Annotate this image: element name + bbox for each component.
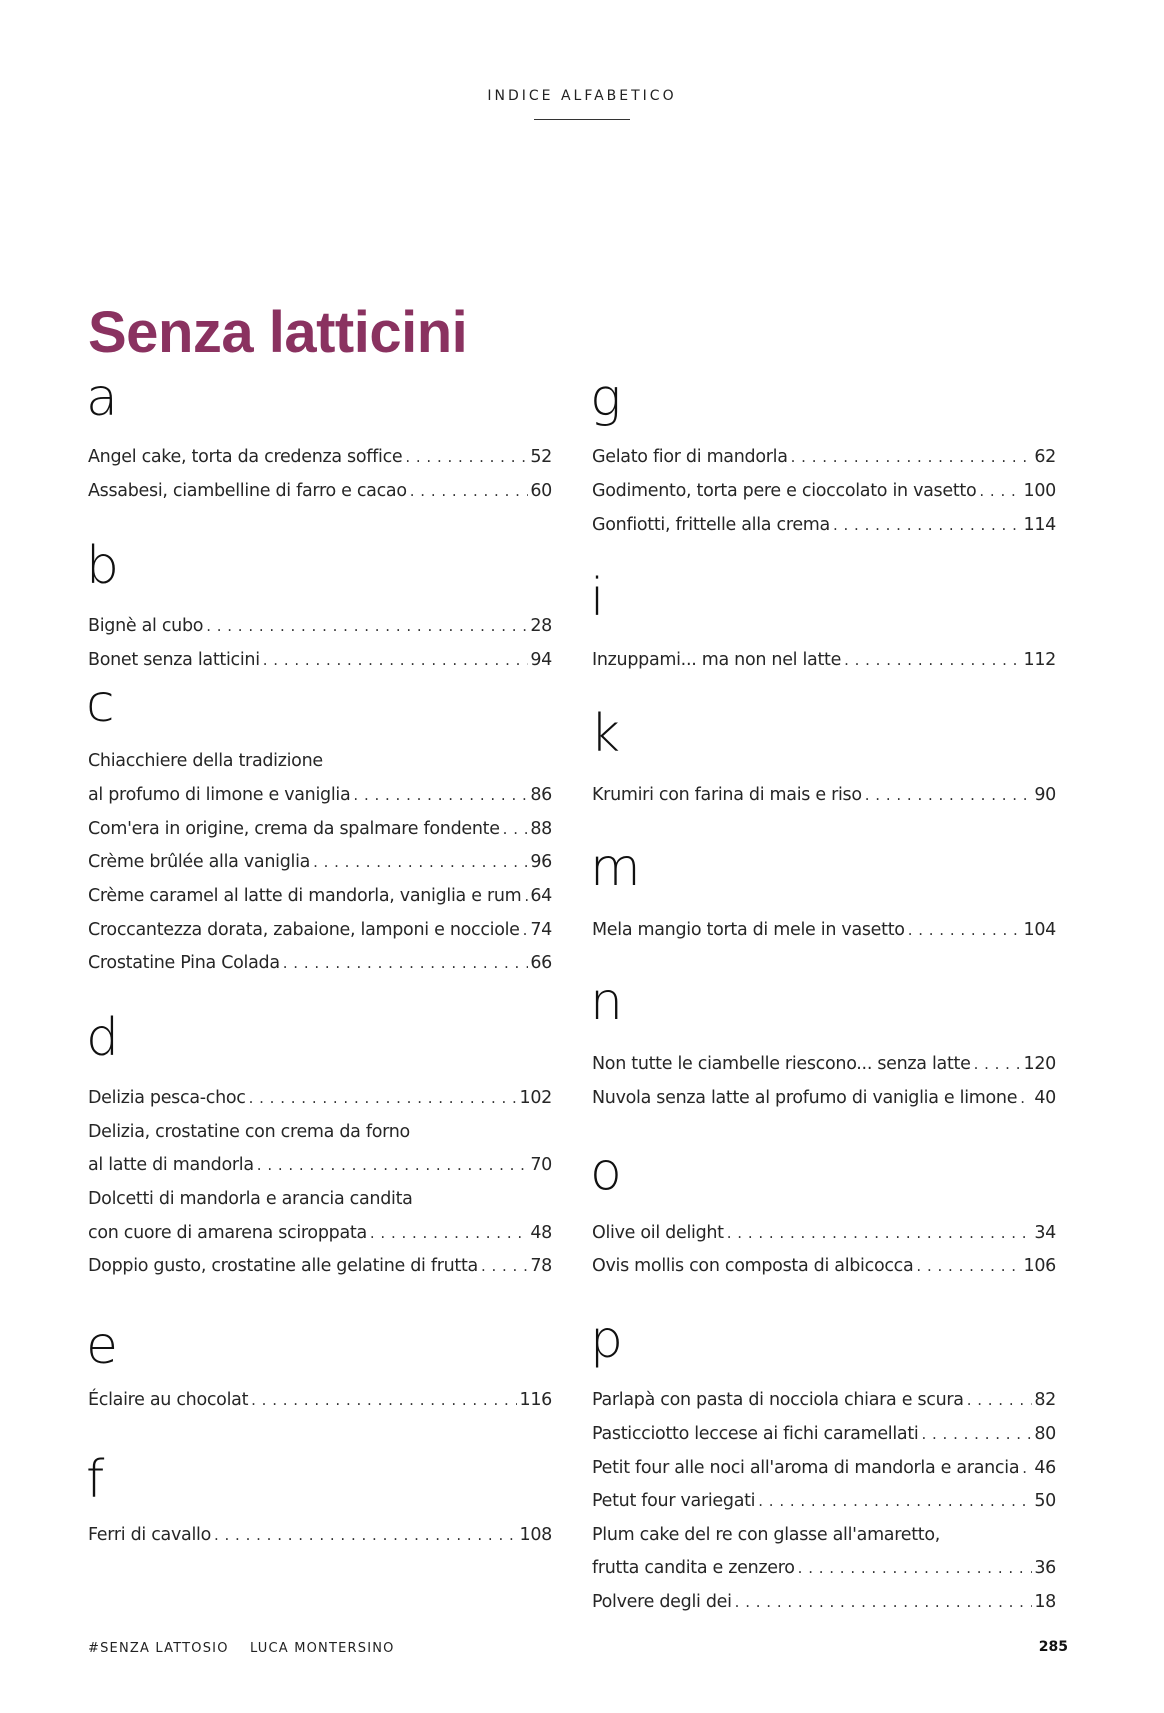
- index-entry: frutta candita e zenzero . . . 36: [592, 1556, 1056, 1580]
- index-entry: Crostatine Pina Colada . . . 66: [88, 951, 552, 975]
- index-entry: Nuvola senza latte al profumo di vaniglia e limone . . . 40: [592, 1086, 1056, 1110]
- index-entry: Gonfiotti, frittelle alla crema . . . 114: [592, 513, 1056, 537]
- index-entry: Bignè al cubo . . . 28: [88, 614, 552, 638]
- index-entry: Dolcetti di mandorla e arancia candita: [88, 1189, 413, 1209]
- index-entry: Doppio gusto, crostatine alle gelatine di frutta . . . 78: [88, 1254, 552, 1278]
- index-entry: Delizia pesca-choc . . . 102: [88, 1086, 552, 1110]
- index-entry: Polvere degli dei . . . 18: [592, 1590, 1056, 1614]
- footer-book-title: #SENZA LATTOSIO: [88, 1641, 229, 1656]
- index-entry: Éclaire au chocolat . . . 116: [88, 1388, 552, 1412]
- running-head: INDICE ALFABETICO: [487, 88, 677, 104]
- index-entry: Com'era in origine, crema da spalmare fondente . . . 88: [88, 817, 552, 841]
- index-entry: Gelato fior di mandorla . . . 62: [592, 445, 1056, 469]
- index-entry: Delizia, crostatine con crema da forno: [88, 1122, 410, 1142]
- letter-heading-m: m: [590, 838, 641, 898]
- header-rule: [534, 119, 630, 120]
- index-entry: Plum cake del re con glasse all'amaretto,: [592, 1525, 941, 1545]
- index-entry: Godimento, torta pere e cioccolato in vasetto . . . 100: [592, 479, 1056, 503]
- footer-author: LUCA MONTERSINO: [250, 1641, 395, 1656]
- letter-heading-o: o: [590, 1142, 622, 1202]
- index-entry: Bonet senza latticini . . . 94: [88, 648, 552, 672]
- index-entry: Angel cake, torta da credenza soffice . . . 52: [88, 445, 552, 469]
- index-entry: Non tutte le ciambelle riescono... senza latte . . . 120: [592, 1052, 1056, 1076]
- letter-heading-a: a: [86, 368, 118, 428]
- index-entry: Assabesi, ciambelline di farro e cacao . . . 60: [88, 479, 552, 503]
- letter-heading-f: f: [86, 1450, 105, 1510]
- footer-credits: [88, 1641, 411, 1656]
- letter-heading-i: i: [590, 568, 605, 628]
- index-entry: al latte di mandorla . . . 70: [88, 1153, 552, 1177]
- letter-heading-b: b: [86, 536, 120, 596]
- index-entry: Crème caramel al latte di mandorla, vaniglia e rum . . . 64: [88, 884, 552, 908]
- index-entry: Petut four variegati . . . 50: [592, 1489, 1056, 1513]
- index-entry: Mela mangio torta di mele in vasetto . . . 104: [592, 918, 1056, 942]
- letter-heading-p: p: [590, 1310, 624, 1370]
- index-entry: Parlapà con pasta di nocciola chiara e scura . . . 82: [592, 1388, 1056, 1412]
- index-entry: Petit four alle noci all'aroma di mandorla e arancia . . . 46: [592, 1456, 1056, 1480]
- letter-heading-k: k: [590, 704, 621, 764]
- letter-heading-c: c: [86, 674, 115, 734]
- index-entry: Olive oil delight . . . 34: [592, 1221, 1056, 1245]
- index-entry: Pasticciotto leccese ai fichi caramellati . . . 80: [592, 1422, 1056, 1446]
- letter-heading-e: e: [86, 1316, 118, 1376]
- index-entry: con cuore di amarena sciroppata . . . 48: [88, 1221, 552, 1245]
- page-number: 285: [1038, 1639, 1068, 1655]
- index-entry: Croccantezza dorata, zabaione, lamponi e nocciole . . . 74: [88, 918, 552, 942]
- index-entry: Ovis mollis con composta di albicocca . . . 106: [592, 1254, 1056, 1278]
- index-entry: al profumo di limone e vaniglia . . . 86: [88, 783, 552, 807]
- index-entry: Krumiri con farina di mais e riso . . . 90: [592, 783, 1056, 807]
- index-entry: Ferri di cavallo . . . 108: [88, 1523, 552, 1547]
- letter-heading-g: g: [590, 368, 622, 428]
- section-title: Senza latticini: [88, 300, 468, 365]
- index-entry: Inzuppami... ma non nel latte . . . 112: [592, 648, 1056, 672]
- letter-heading-d: d: [86, 1008, 120, 1068]
- letter-heading-n: n: [590, 972, 623, 1032]
- index-entry: Crème brûlée alla vaniglia . . . 96: [88, 850, 552, 874]
- index-entry: Chiacchiere della tradizione: [88, 751, 323, 771]
